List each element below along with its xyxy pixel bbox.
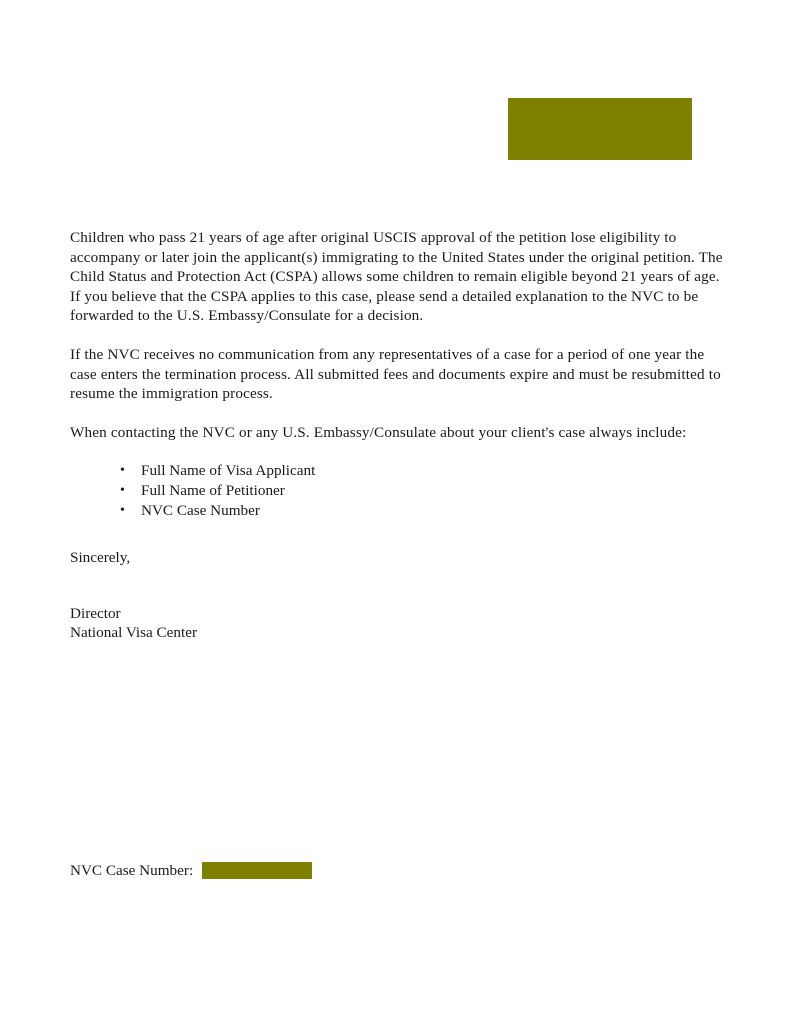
bullet-icon: • <box>120 463 125 479</box>
closing-salutation: Sincerely, <box>70 549 131 566</box>
list-item <box>70 461 730 481</box>
list-item-label: Full Name of Visa Applicant <box>141 462 316 480</box>
redacted-case-number-value <box>202 862 312 879</box>
paragraph-cspa-eligibility: Children who pass 21 years of age after original USCIS approval of the petition lose eligibility to accompany or later join the applicant(s) immigrating to the United States under the original petition. The Child Status and Protection Act (CSPA) allows some children to remain eligible beyond 21 years of age. If you believe that the CSPA applies to this case, please send a detailed explanation to the NVC to be forwarded to the U.S. Embassy/Consulate for a decision. <box>70 229 723 325</box>
case-number-label: NVC Case Number: <box>70 861 194 879</box>
redacted-letterhead-block <box>508 98 692 160</box>
required-information-list <box>70 461 730 520</box>
list-item <box>70 501 730 521</box>
list-item-label: Full Name of Petitioner <box>141 481 285 499</box>
signature-block <box>70 548 470 643</box>
list-item-label: NVC Case Number <box>141 501 260 519</box>
list-item <box>70 481 730 501</box>
case-number-footer <box>70 861 312 880</box>
letter-body <box>70 228 730 520</box>
bullet-icon: • <box>120 502 125 518</box>
signer-organization: National Visa Center <box>70 624 198 642</box>
signer-title: Director <box>70 604 121 622</box>
bullet-icon: • <box>120 482 125 498</box>
paragraph-termination-process: If the NVC receives no communication from any representatives of a case for a period of one year the case enters the termination process. All submitted fees and documents expire and must be resubmitted to resume the immigration process. <box>70 345 721 403</box>
paragraph-contact-instructions: When contacting the NVC or any U.S. Embassy/Consulate about your client's case always include: <box>70 423 687 441</box>
